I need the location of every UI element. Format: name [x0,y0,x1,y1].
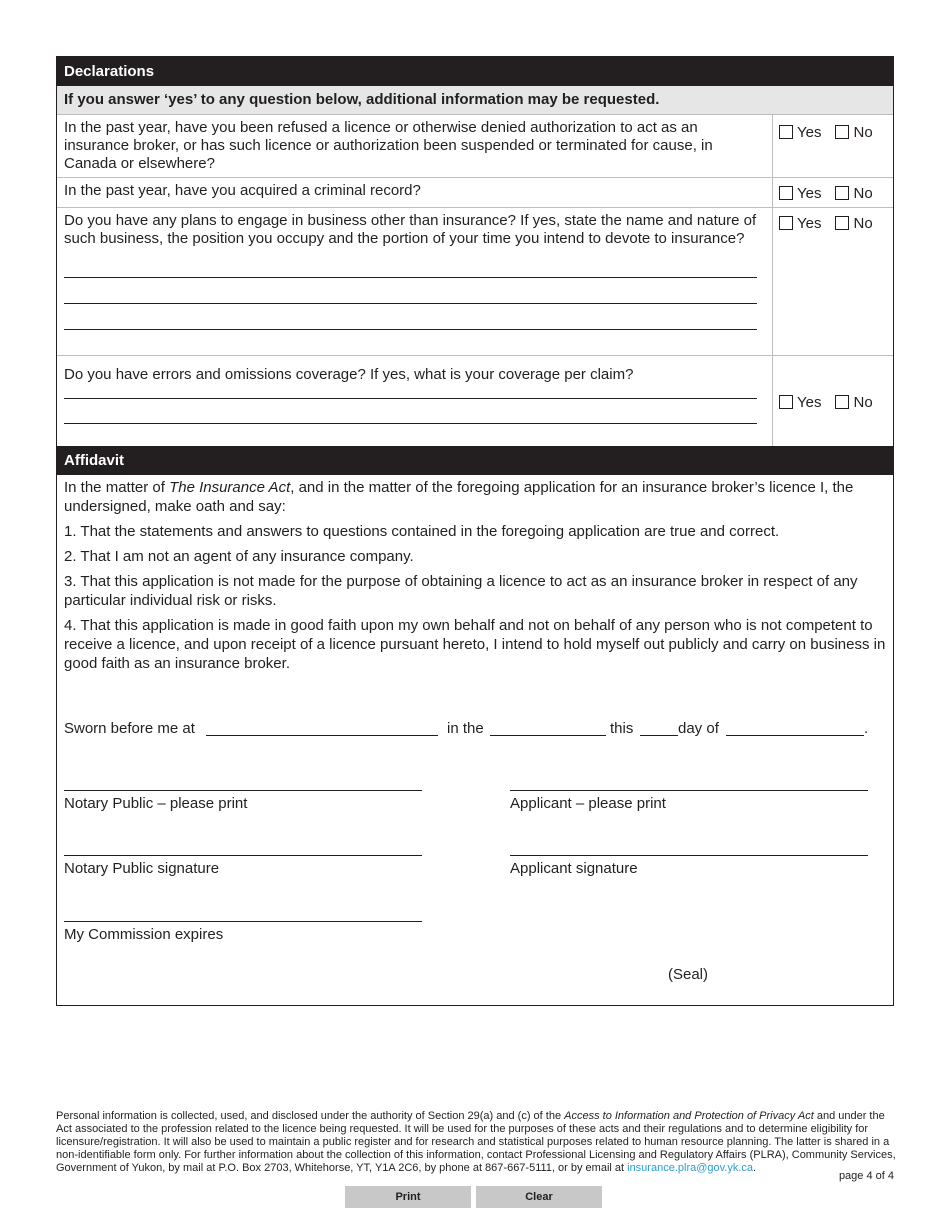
q4-yes-label: Yes [797,393,822,411]
declarations-header: Declarations [57,57,893,86]
question-refused-licence: In the past year, have you been refused a licence or otherwise denied authorization to act as an insurance broker, or has such licence or authorization been suspended or terminated for cause, in Canada or elsewhere? [57,115,773,177]
q3-yes-label: Yes [797,214,822,232]
coverage-answer-line-1[interactable] [64,384,757,399]
other-business-answer-line-1[interactable] [64,252,757,278]
question-row-errors-omissions [57,356,893,446]
question-other-business: Do you have any plans to engage in business other than insurance? If yes, state the name and nature of such business, the position you occupy and the portion of your time you intend to devote to insurance? [64,212,757,247]
declarations-subheader: If you answer ‘yes’ to any question below, additional information may be requested. [57,86,893,115]
clear-button[interactable]: Clear [476,1186,602,1208]
privacy-notice [56,1110,898,1175]
affidavit-intro-pre: In the matter of [64,479,170,496]
q4-no-label: No [853,393,873,411]
sworn-period: . [864,720,869,737]
q3-no-option[interactable] [835,213,872,233]
affidavit-header: Affidavit [57,446,893,475]
affidavit-item-1: 1. That the statements and answers to questions contained in the foregoing application are true and correct. [64,523,780,540]
sworn-day-blank[interactable] [640,735,678,736]
privacy-notice-pre: Personal information is collected, used, and disclosed under the authority of Section 29(a) and (c) of the [56,1110,565,1122]
question-errors-omissions: Do you have errors and omissions coverage? If yes, what is your coverage per claim? [64,366,634,383]
question-row-refused-licence [57,115,893,178]
affidavit-intro-act: The Insurance Act [169,479,291,496]
this-label: this [610,720,634,737]
coverage-answer-line-2[interactable] [64,399,757,424]
affidavit-intro [64,478,886,516]
privacy-notice-end: . [753,1162,757,1174]
notary-signature-line[interactable] [64,855,422,856]
affidavit-item-2: 2. That I am not an agent of any insurance company. [64,548,414,565]
applicant-signature-line[interactable] [510,855,868,856]
notary-print-line[interactable] [64,790,422,791]
sworn-month-blank[interactable] [726,735,864,736]
applicant-print-label: Applicant – please print [510,795,666,812]
q3-no-label: No [853,214,873,232]
other-business-answer-line-3[interactable] [64,304,757,330]
applicant-print-line[interactable] [510,790,868,791]
applicant-signature-label: Applicant signature [510,860,638,877]
q2-yes-label: Yes [797,184,822,202]
q4-no-checkbox[interactable] [835,395,849,409]
question-row-other-business [57,208,893,356]
affidavit-item-3: 3. That this application is not made for the purpose of obtaining a licence to act as an insurance broker in respect of any particular individual risk or risks. [64,573,858,609]
privacy-notice-post: and under the Act associated to the profession related to the licence being requested. It will be used for the purposes of these acts and their regulations and to determine eligibility for licensure/registration. It will also be used to maintain a public register and for research and statistical purposes related to human resource planning. The latter is shared in a non-identifiable form only. For further information about the collection of this information, contact Professional Licensing and Regulatory Affairs (PLRA), Community Services, Government of Yukon, by mail at P.O. Box 2703, Whitehorse, YT, Y1A 2C6, by phone at 867-667-5111, or by email at [56,1110,896,1174]
q2-no-label: No [853,184,873,202]
question-criminal-record: In the past year, have you acquired a criminal record? [57,178,773,207]
question-row-criminal-record [57,178,893,208]
q2-no-option[interactable] [835,183,872,203]
sworn-place-blank[interactable] [490,735,606,736]
q4-yes-checkbox[interactable] [779,395,793,409]
page-number: page 4 of 4 [838,1170,894,1182]
print-button[interactable]: Print [345,1186,471,1208]
notary-print-label: Notary Public – please print [64,795,248,812]
signature-block [57,740,893,1005]
form-frame [56,56,894,1006]
day-of-label: day of [678,720,719,737]
commission-line[interactable] [64,921,422,922]
affidavit-intro-post: , and in the matter of the foregoing application for an insurance broker’s licence I, the undersigned, make oath and say: [64,479,854,515]
q3-yes-option[interactable] [779,213,821,233]
q1-no-checkbox[interactable] [835,125,849,139]
q1-yes-label: Yes [797,123,822,141]
sworn-before-label: Sworn before me at [64,720,195,737]
q1-no-option[interactable] [835,122,872,142]
seal-label: (Seal) [668,966,709,983]
contact-email-link[interactable]: insurance.plra@gov.yk.ca [627,1162,754,1174]
q2-no-checkbox[interactable] [835,186,849,200]
q3-yes-checkbox[interactable] [779,216,793,230]
q3-no-checkbox[interactable] [835,216,849,230]
other-business-answer-line-2[interactable] [64,278,757,304]
privacy-act-name: Access to Information and Protection of Privacy Act [564,1110,814,1122]
q4-no-option[interactable] [835,392,872,412]
q1-yes-checkbox[interactable] [779,125,793,139]
q1-no-label: No [853,123,873,141]
q1-yes-option[interactable] [779,122,821,142]
q2-yes-option[interactable] [779,183,821,203]
q2-yes-checkbox[interactable] [779,186,793,200]
q4-yes-option[interactable] [779,392,821,412]
affidavit-item-4: 4. That this application is made in good faith upon my own behalf and not on behalf of any person who is not competent to receive a licence, and upon receipt of a licence pursuant hereto, I intend to hold myself out publicly and carry on business in good faith as an insurance broker. [64,617,886,672]
sworn-location-blank[interactable] [206,735,438,736]
notary-signature-label: Notary Public signature [64,860,220,877]
sworn-line [64,720,893,740]
in-the-label: in the [447,720,484,737]
commission-label: My Commission expires [64,926,224,943]
